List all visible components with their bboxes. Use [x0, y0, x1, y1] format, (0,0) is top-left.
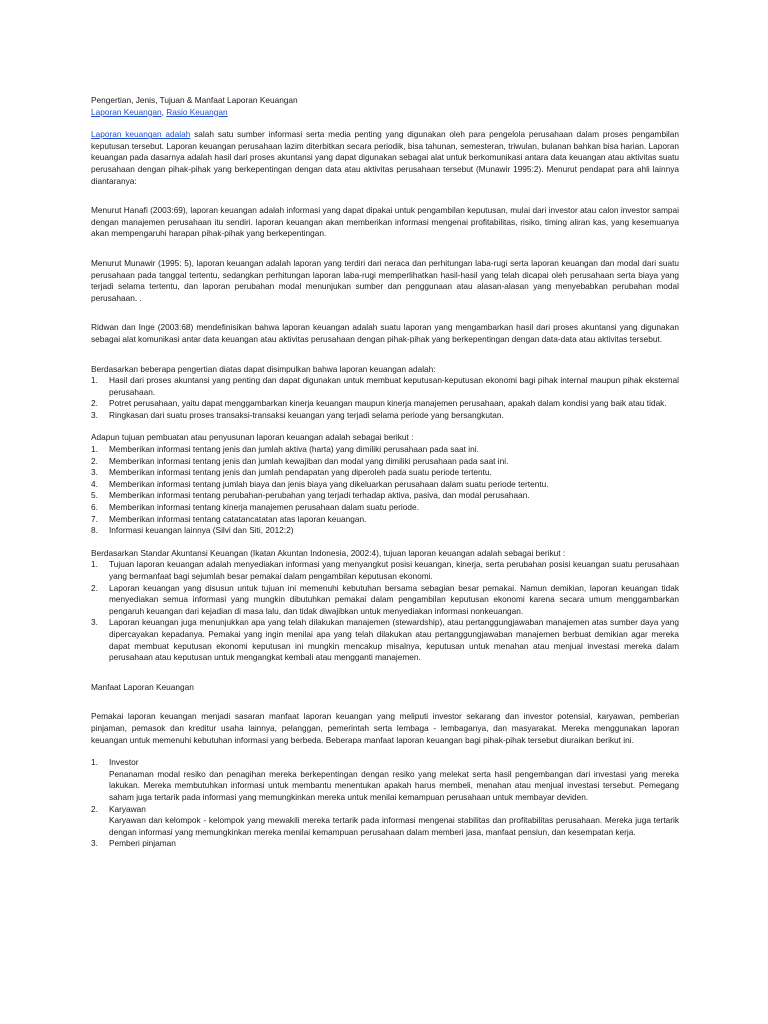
intro-text: salah satu sumber informasi serta media penting yang digunakan oleh para pengelola perusahaan dalam proses pengambilan keputusan tersebut. Laporan keuangan perusahaan lazim diterbitkan secara periodik, bisa tahunan, semesteran, triwulan, bulanan bahkan bisa harian. Laporan keuangan pada dasarnya adalah hasil dari proses akuntansi yang dapat digunakan sebagai alat untuk berkomunikasi antara data keuangan atau aktivitas suatu perusahaan dengan pihak-pihak yang berkepentingan dengan data atau aktivitas perusahaan tersebut (Munawir 1995:2). Menurut pendapat para ahli lainnya diantaranya:	[91, 129, 679, 186]
list-item: 1. Memberikan informasi tentang jenis dan jumlah aktiva (harta) yang dimiliki perusahaan pada saat ini.	[91, 444, 479, 455]
benefit-list	[91, 757, 679, 850]
list-item: 2. Memberikan informasi tentang jenis dan jumlah kewajiban dan modal yang dimiliki perusahaan pada saat ini.	[91, 455, 509, 466]
document-page	[91, 95, 679, 850]
sak-intro: Berdasarkan Standar Akuntansi Keuangan (Ikatan Akuntan Indonesia, 2002:4), tujuan laporan keuangan adalah sebagai berikut :	[91, 547, 566, 558]
list-item: 4. Memberikan informasi tentang jumlah biaya dan jenis biaya yang dikeluarkan perusahaan dalam suatu periode tertentu.	[91, 478, 549, 489]
tag-links	[91, 107, 679, 119]
list-item: 3. Memberikan informasi tentang jenis dan jumlah pendapatan yang diperoleh pada suatu periode tertentu.	[91, 467, 492, 478]
ridwan-paragraph: Ridwan dan Inge (2003:68) mendefinisikan bahwa laporan keuangan adalah suatu laporan yang mengambarkan hasil dari proses akuntansi yang digunakan sebagai alat komunikasi antar data keuangan atau aktivitas perusahaan dengan pihak-pihak yang berkepentingan dengan data-data atau aktivitas tersebut.	[91, 322, 679, 344]
list-item: 7. Memberikan informasi tentang catatancatatan atas laporan keuangan.	[91, 513, 367, 524]
benefit-intro: Pemakai laporan keuangan menjadi sasaran manfaat laporan keuangan yang meliputi investor sekarang dan investor potensial, karyawan, pemberian pinjaman, pemasok dan kreditur usaha lainnya, pelanggan, pemerintah serta lembaga - lembaganya, dan masyarakat. Mereka menggunakan laporan keuangan untuk memenuhi kebutuhan informasi yang berbeda. Beberapa manfaat laporan keuangan bagi pihak-pihak tersebut diuraikan berikut ini.	[91, 711, 679, 745]
purpose-intro: Adapun tujuan pembuatan atau penyusunan laporan keuangan adalah sebagai berikut :	[91, 432, 414, 443]
benefit-title: Pemberi pinjaman	[109, 838, 176, 849]
benefit-title: Karyawan	[109, 803, 146, 814]
summary-intro: Berdasarkan beberapa pengertian diatas dapat disimpulkan bahwa laporan keuangan adalah:	[91, 363, 436, 374]
sak-list	[91, 559, 679, 663]
list-item: 1. Hasil dari proses akuntansi yang penting dan dapat digunakan untuk membuat keputusan-keputusan ekonomi bagi pihak internal maupun pihak eksternal perusahaan.	[91, 375, 679, 397]
benefit-title: Investor	[109, 757, 139, 768]
benefit-text: Karyawan dan kelompok - kelompok yang mewakili mereka tertarik pada informasi mengenai stabilitas dan profitabilitas perusahaan. Mereka juga tertarik dengan informasi yang memungkinkan mereka menilai kemampuan perusahaan dalam memberi jasa, manfaat pensiun, dan kesempatan kerja.	[109, 815, 679, 837]
list-item: 3. Pemberi pinjaman	[91, 838, 679, 850]
intro-paragraph	[91, 129, 679, 187]
list-item: 1. Tujuan laporan keuangan adalah menyediakan informasi yang menyangkut posisi keuangan, kinerja, serta perubahan posisi keuangan suatu perusahaan yang bermanfaat bagi sejumlah besar pemakai dalam pengambilan keputusan ekonomi.	[91, 559, 679, 581]
munawir-paragraph: Menurut Munawir (1995: 5), laporan keuangan adalah laporan yang terdiri dari neraca dan perhitungan laba-rugi serta laporan keuangan dan modal dari suatu perusahaan pada tanggal tertentu, sedangkan perhitungan laporan laba-rugi memperlihatkan hasil-hasil yang telah dicapai oleh perusahaan serta biaya yang terjadi selama tertentu, dan laporan perubahan modal menunjukan sumber dan penggunaan atau alasan-alasan yang menyebabkan perubahan modal perusahaan. .	[91, 257, 679, 303]
intro-link[interactable]: Laporan keuangan adalah	[91, 129, 191, 140]
summary-list	[91, 375, 679, 421]
document-title: Pengertian, Jenis, Tujuan & Manfaat Laporan Keuangan	[91, 95, 298, 105]
tag-link-laporan-keuangan[interactable]: Laporan Keuangan	[91, 106, 162, 117]
list-item: 3. Ringkasan dari suatu proses transaksi-transaksi keuangan yang terjadi selama periode yang bersangkutan.	[91, 409, 504, 420]
list-item: 2. Potret perusahaan, yaitu dapat menggambarkan kinerja keuangan maupun kinerja manajemen perusahaan, apakah dalam kondisi yang baik atau tidak.	[91, 398, 667, 409]
list-item: 1. Investor Penanaman modal resiko dan penagihan mereka berkepentingan dengan resiko yang melekat serta hasil pengembangan dari investasi yang mereka lakukan. Mereka membutuhkan informasi untuk membantu menentukan apakah harus membeli, menahan atau menjual investasi tersebut. Pemegang saham juga tertarik pada informasi yang memungkinkan mereka untuk menilai kemampuan perusahaan untuk membayar deviden.	[91, 757, 679, 802]
list-item: 8. Informasi keuangan lainnya (Silvi dan Siti, 2012:2)	[91, 525, 294, 536]
list-item: 3. Laporan keuangan juga menunjukkan apa yang telah dilakukan manajemen (stewardship), atau pertanggungjawaban manajemen atas sumber daya yang dipercayakan kepadanya. Pemakai yang ingin menilai apa yang telah dilakukan atau pertanggungjawaban manajemen berbuat demikian agar mereka dapat membuat keputusan ekonomi keputusan ini mungkin mencakup misalnya, keputusan untuk menahan atau menjual investasi mereka dalam perusahaan atau keputusan untuk mengangkat kembali atau mengganti manajemen.	[91, 617, 679, 663]
list-item: 2. Karyawan Karyawan dan kelompok - kelompok yang mewakili mereka tertarik pada informasi mengenai stabilitas dan profitabilitas perusahaan. Mereka juga tertarik dengan informasi yang memungkinkan mereka menilai kemampuan perusahaan dalam memberi jasa, manfaat pensiun, dan kesempatan kerja.	[91, 803, 679, 837]
list-item: 6. Memberikan informasi tentang kinerja manajemen perusahaan dalam suatu periode.	[91, 502, 419, 513]
tag-link-rasio-keuangan[interactable]: Rasio Keuangan	[166, 106, 228, 117]
tag-separator: ,	[161, 106, 167, 117]
purpose-list	[91, 444, 679, 537]
list-item: 2. Laporan keuangan yang disusun untuk tujuan ini memenuhi kebutuhan bersama sebagian besar pemakai. Namun demikian, laporan keuangan tidak menyediakan semua informasi yang mungkin dibutuhkan pemakai dalam pengambilan keputusan ekonomi karena secara umum menggambarkan pengaruh keuangan dari kejadian di masa lalu, dan tidak diwajibkan untuk menyediakan informasi nonkeuangan.	[91, 582, 679, 616]
list-item: 5. Memberikan informasi tentang perubahan-perubahan yang terjadi terhadap aktiva, pasiva, dan modal perusahaan.	[91, 490, 530, 501]
benefit-heading: Manfaat Laporan Keuangan	[91, 681, 194, 692]
benefit-text: Penanaman modal resiko dan penagihan mereka berkepentingan dengan resiko yang melekat serta hasil pengembangan dari investasi yang mereka lakukan. Mereka membutuhkan informasi untuk membantu menentukan apakah harus membeli, menahan atau menjual investasi tersebut. Pemegang saham juga tertarik pada informasi yang memungkinkan mereka untuk menilai kemampuan perusahaan untuk membayar deviden.	[109, 768, 679, 802]
hanafi-paragraph: Menurut Hanafi (2003:69), laporan keuangan adalah informasi yang dapat dipakai untuk pengambilan keputusan, mulai dari investor atau calon investor sampai dengan manajemen perusahaan itu sendiri. laporan keuangan akan memberikan informasi mengenai profitabilitas, risiko, timing aliran kas, yang kesemuanya akan mempengaruhi harapan pihak-pihak yang berkepentingan.	[91, 205, 679, 239]
